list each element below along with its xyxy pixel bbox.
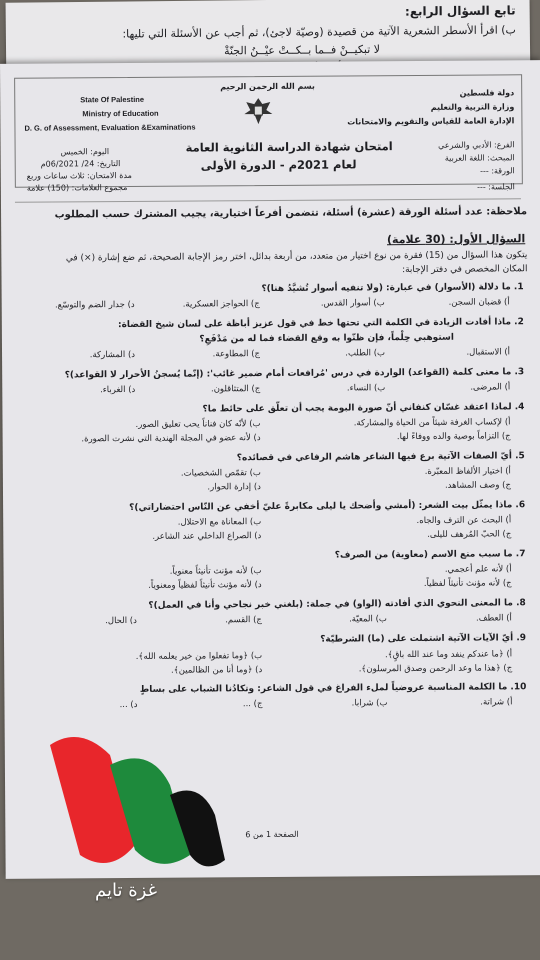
header-ar-dg: الإدارة العامة للقياس والتقويم والامتحانات bbox=[347, 116, 515, 127]
question-7-option-3: ج) لأنه مؤنث تأنيثاً لفظياً. bbox=[423, 578, 512, 589]
question-5-option-1: أ) اختيار الألفاظ المعبّرة. bbox=[424, 466, 511, 477]
question-9-option-3: ج) ﴿هذا ما وعد الرحمن وصدق المرسلون﴾. bbox=[358, 663, 513, 675]
question-2-verse: استوهبي حِلْماً، فإن ظنّوا به وقع القضاء فما له من مَدْفَعِ؟ bbox=[199, 332, 454, 345]
header-session: الجلسة: --- bbox=[477, 182, 515, 192]
page-number: الصفحة 1 من 6 bbox=[245, 829, 299, 840]
question-4-option-2: ب) لأنّه كان فناناً يحب تعليق الصور. bbox=[135, 419, 261, 430]
question-5-option-3: ج) وصف المشاهد. bbox=[444, 480, 511, 491]
question-8-option-4: د) الحال. bbox=[105, 615, 137, 627]
header-duration: مدة الامتحان: ثلاث ساعات وربع bbox=[26, 170, 132, 181]
question-2-option-4: د) المشاركة. bbox=[89, 349, 136, 361]
question-1-text: 1. ما دلالة (الأسوار) في عبارة: (ولا تنفيه أسوار تُشيَّدُ هنا)؟ bbox=[261, 282, 524, 295]
instructions-line-2: المكان المخصص في دفتر الإجابة: bbox=[402, 264, 528, 276]
header-en-dg: D. G. of Assessment, Evaluation &Examinations bbox=[24, 122, 196, 133]
header-ar-state: دولة فلسطين bbox=[459, 88, 515, 98]
question-5-option-2: ب) تقمّص الشخصيات. bbox=[180, 468, 261, 479]
question-8-text: 8. ما المعنى النحوي الذي أفادته (الواو) في جملة: (بلغني خبر نجاحي وأنا في العمل)؟ bbox=[148, 598, 526, 611]
question-9-text: 9. أيّ الآيات الآتية اشتملت على (ما) الشرطيّة؟ bbox=[320, 633, 527, 645]
previous-page-heading: تابع السؤال الرابع: bbox=[404, 3, 516, 19]
question-5-text: 5. أيّ الصفات الآتية برع فيها الشاعر هاشم الرفاعي في قصائده؟ bbox=[236, 451, 525, 464]
gaza-time-logo bbox=[40, 725, 240, 885]
question-1-option-4: د) جدار الضم والتوسّع. bbox=[54, 299, 135, 311]
previous-page-line: ب) اقرأ الأسطر الشعرية الآتية من قصيدة (وصيّة لاجئ)، ثم أجب عن الأسئلة التي تليها: bbox=[122, 23, 516, 41]
question-7-option-4: د) لأنه مؤنث تأنيثاً لفظياً ومعنوياً. bbox=[148, 580, 262, 591]
question-10-text: 10. ما الكلمة المناسبة عروضياً لملء الفراغ في قول الشاعر: وتكادُنا الشباب على بساطٍ bbox=[139, 682, 527, 695]
question-10-option-4: د) ... bbox=[119, 699, 138, 711]
question-4-text: 4. لماذا اعتقد غسّان كنفاني أنّ صورة البومة يجب أن تعلّق على حائط ما؟ bbox=[202, 402, 525, 415]
header-divider bbox=[15, 198, 521, 203]
question-3-option-1: أ) المرضى. bbox=[470, 382, 511, 393]
question-4-option-1: أ) لإكساب الغرفة شيئاً من الحياة والمشاركة. bbox=[353, 417, 511, 429]
header-date: التاريخ: 24/ 06/2021م bbox=[40, 159, 121, 169]
section-title: السؤال الأول: (30 علامة) bbox=[386, 232, 526, 247]
exam-note: ملاحظة: عدد أسئلة الورقة (عشرة) أسئلة، تتضمن أفرعاً اختيارية، يجيب المشترك حسب المطلوب bbox=[54, 206, 528, 221]
header-day: اليوم: الخميس bbox=[60, 147, 110, 157]
header-total: مجموع العلامات: (150) علامة bbox=[26, 182, 128, 193]
question-4-option-4: د) لأنه عضو في المجلة الهندية التي نشرت الصورة. bbox=[81, 433, 261, 445]
header-ar-ministry: وزارة التربية والتعليم bbox=[430, 102, 515, 112]
exam-title: امتحان شهادة الدراسة الثانوية العامة bbox=[185, 139, 393, 155]
previous-page-verse: لا تبكيــنْ فــما بــكــتْ عيْــنُ الجنّةْ bbox=[223, 42, 381, 58]
question-7-text: 7. ما سبب منع الاسم (معاوية) من الصرف؟ bbox=[334, 549, 526, 561]
question-1-option-3: ج) الحواجز العسكرية. bbox=[182, 299, 260, 310]
question-6-option-3: ج) الحبّ المُرهف لليلى. bbox=[427, 529, 512, 540]
question-9-option-4: د) ﴿وما أنا من الظالمين﴾. bbox=[170, 665, 263, 676]
question-4-option-3: ج) التزاماً بوصية والده ووفاءً لها. bbox=[396, 431, 511, 443]
question-8-option-2: ب) المعيّة. bbox=[349, 614, 387, 625]
header-paper: الورقة: --- bbox=[480, 166, 515, 176]
question-10-option-1: أ) شراتة. bbox=[480, 697, 513, 708]
question-2-option-3: ج) المطاوعة. bbox=[212, 349, 261, 360]
header-en-state: State Of Palestine bbox=[80, 94, 145, 105]
header-en-ministry: Ministry of Education bbox=[82, 108, 159, 119]
question-3-option-3: ج) المتثاقلون. bbox=[210, 384, 261, 395]
question-6-text: 6. ماذا يمثّل بيت الشعر: (أمشي وأضحك يا ليلى مكابرةً عليّ أخفي عن النّاس احتضاراتي)؟ bbox=[129, 500, 526, 513]
questions-list bbox=[16, 282, 527, 711]
question-3-option-4: د) الغرباء. bbox=[100, 384, 136, 396]
question-1-option-2: ب) أسوار القدس. bbox=[320, 298, 385, 309]
question-2-option-1: أ) الاستقبال. bbox=[466, 347, 511, 358]
question-9-option-2: ب) ﴿وما تفعلوا من خير يعلمه الله﴾. bbox=[135, 651, 263, 662]
question-3-text: 3. ما معنى كلمة (القواعد) الواردة في درس 'مُرافعات أمام ضمير غائب': (إنّما يُسجنُ الأحرار لا القواعد)؟ bbox=[64, 367, 525, 381]
question-8-option-3: ج) القسم. bbox=[225, 615, 262, 626]
basmala: بسم الله الرحمن الرحيم bbox=[220, 81, 315, 92]
question-6-option-1: أ) البحث عن الترف والجاه. bbox=[416, 515, 512, 526]
header-subject: المبحث: اللغة العربية bbox=[444, 153, 515, 163]
question-8-option-1: أ) العطف. bbox=[475, 613, 512, 624]
header-branch: الفرع: الأدبي والشرعي bbox=[438, 140, 515, 150]
question-10-option-2: ب) شرابا. bbox=[351, 698, 388, 709]
question-3-option-2: ب) النساء. bbox=[346, 383, 386, 394]
question-5-option-4: د) إدارة الحوار. bbox=[207, 482, 262, 493]
question-7-option-2: ب) لأنه مؤنث تأنيثاً معنوياً. bbox=[169, 566, 262, 577]
watermark-text: غزة تايم bbox=[95, 880, 157, 901]
question-1-option-1: أ) قضبان السجن. bbox=[448, 297, 510, 308]
question-10-option-3: ج) ... bbox=[242, 699, 263, 710]
question-6-option-2: ب) المعاناة مع الاحتلال. bbox=[177, 517, 262, 528]
question-2-text: 2. ماذا أفادت الزيادة في الكلمة التي تحتها خط في قول عزيز أباظة على لسان شيخ القضاة: bbox=[117, 317, 524, 331]
question-7-option-1: أ) لأنه علم أعجمي. bbox=[444, 564, 512, 575]
question-6-option-4: د) الصراع الداخلي عند الشاعر. bbox=[152, 531, 262, 542]
instructions-line-1: يتكون هذا السؤال من (15) فقرة من نوع اختيار من متعدد، من أربعة بدائل، اختر رمز الإجابة الصحيحة، ثم ضع إشارة (×) في bbox=[65, 250, 528, 264]
eagle-emblem-icon bbox=[240, 94, 276, 128]
question-2-option-2: ب) الطلب. bbox=[345, 348, 386, 359]
question-9-option-1: أ) ﴿ما عندكم ينفد وما عند الله باقٍ﴾. bbox=[384, 649, 513, 661]
exam-year: لعام 2021م - الدورة الأولى bbox=[200, 157, 357, 173]
